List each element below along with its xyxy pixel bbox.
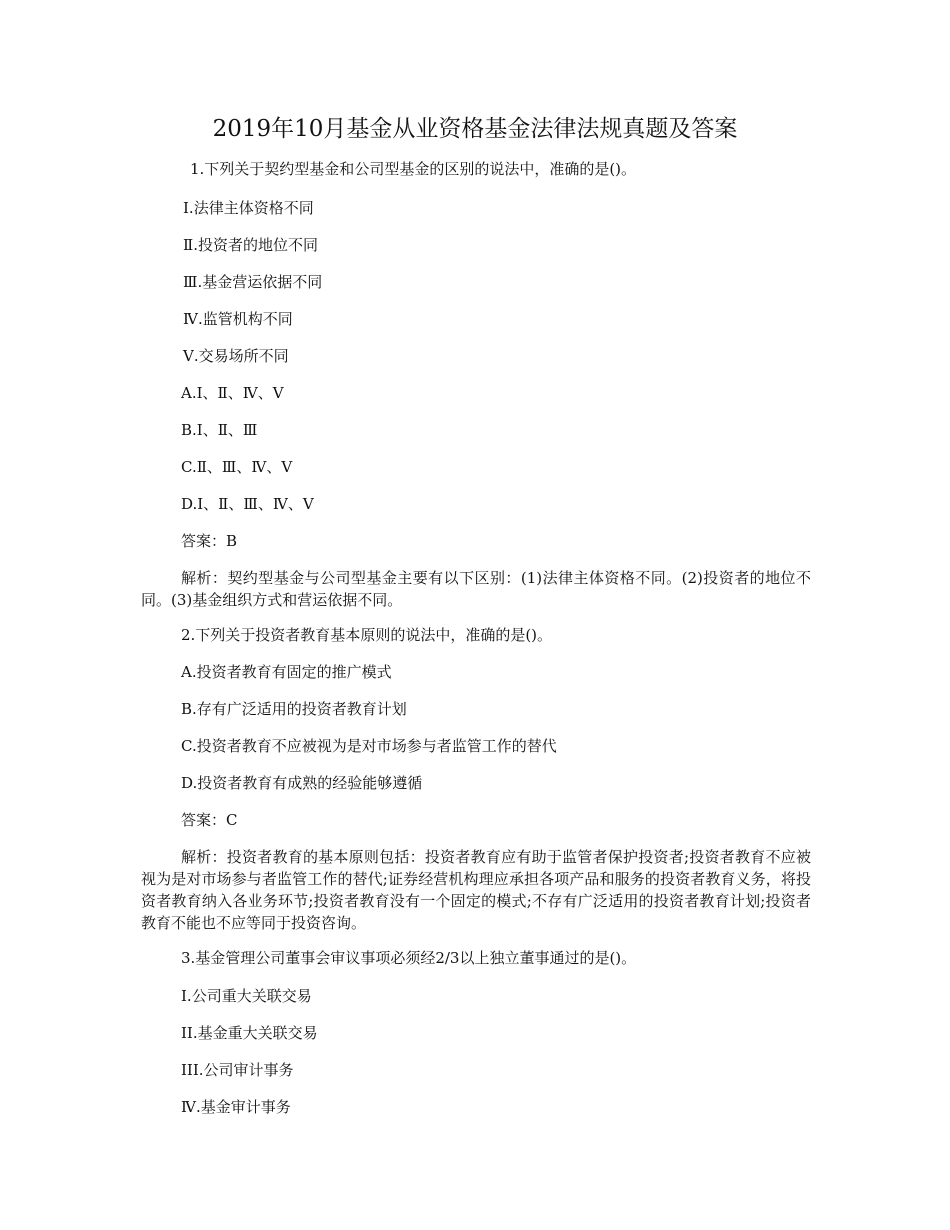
q3-item-2: II.基金重大关联交易 — [181, 1024, 318, 1042]
q3-item-4: Ⅳ.基金审计事务 — [181, 1098, 291, 1116]
q1-item-4: Ⅳ.监管机构不同 — [183, 310, 293, 328]
question-1: 1.下列关于契约型基金和公司型基金的区别的说法中，准确的是()。 — [190, 160, 637, 178]
q1-item-5: Ⅴ.交易场所不同 — [183, 347, 289, 365]
q2-option-c: C.投资者教育不应被视为是对市场参与者监管工作的替代 — [181, 737, 557, 755]
q2-analysis: 解析：投资者教育的基本原则包括：投资者教育应有助于监管者保护投资者;投资者教育不应被视为是对市场参与者监管工作的替代;证券经营机构理应承担各项产品和服务的投资者教育义务，将投资者教育纳入各业务环节;投资者教育没有一个固定的模式;不存有广泛适用的投资者教育计划;投资者教育不能也不应等同于投资咨询。 — [141, 848, 811, 932]
q1-item-3: Ⅲ.基金营运依据不同 — [183, 273, 323, 291]
q1-answer: 答案：B — [181, 532, 238, 550]
q1-option-b: B.Ⅰ、Ⅱ、Ⅲ — [181, 421, 258, 439]
question-2: 2.下列关于投资者教育基本原则的说法中，准确的是()。 — [181, 626, 553, 644]
q2-option-b: B.存有广泛适用的投资者教育计划 — [181, 700, 407, 718]
q2-option-d: D.投资者教育有成熟的经验能够遵循 — [181, 774, 423, 792]
document-title: 2019年10月基金从业资格基金法律法规真题及答案 — [212, 116, 738, 142]
q3-item-3: III.公司审计事务 — [181, 1061, 294, 1079]
q1-option-a: A.Ⅰ、Ⅱ、Ⅳ、Ⅴ — [181, 384, 284, 402]
q2-option-a: A.投资者教育有固定的推广模式 — [181, 663, 392, 681]
q3-item-1: I.公司重大关联交易 — [181, 987, 312, 1005]
q1-item-2: Ⅱ.投资者的地位不同 — [183, 236, 318, 254]
q2-answer: 答案：C — [181, 811, 238, 829]
q1-analysis: 解析：契约型基金与公司型基金主要有以下区别：(1)法律主体资格不同。(2)投资者的地位不同。(3)基金组织方式和营运依据不同。 — [141, 569, 811, 609]
q1-item-1: Ⅰ.法律主体资格不同 — [183, 199, 314, 217]
question-3: 3.基金管理公司董事会审议事项必须经2/3以上独立董事通过的是()。 — [181, 949, 637, 967]
q1-option-c: C.Ⅱ、Ⅲ、Ⅳ、Ⅴ — [181, 458, 293, 476]
q1-option-d: D.Ⅰ、Ⅱ、Ⅲ、Ⅳ、Ⅴ — [181, 495, 314, 513]
